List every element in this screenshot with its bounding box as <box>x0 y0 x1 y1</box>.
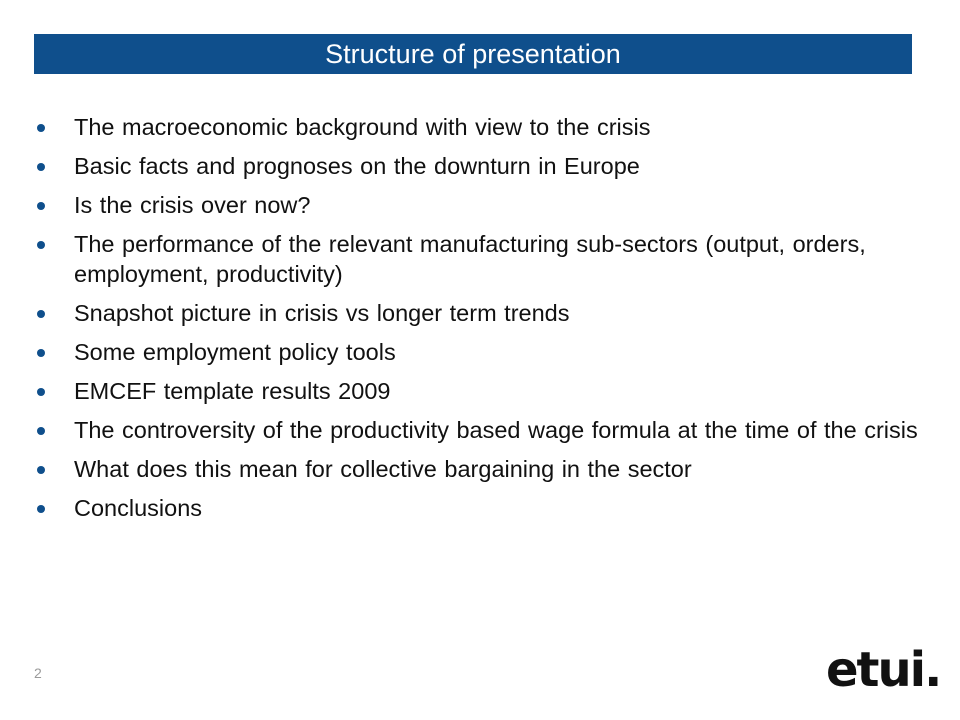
bullet-item <box>34 190 924 220</box>
bullet-text: The performance of the relevant manufacturing sub-sectors (output, orders, employment, productivity) <box>74 231 866 287</box>
bullet-dot-icon <box>37 124 45 132</box>
bullet-dot-icon <box>37 466 45 474</box>
bullet-dot-icon <box>37 505 45 513</box>
bullet-item <box>34 229 924 289</box>
bullet-item <box>34 493 924 523</box>
slide-title: Structure of presentation <box>325 39 621 69</box>
title-bar <box>34 34 912 74</box>
bullet-item <box>34 376 924 406</box>
bullet-text: EMCEF template results 2009 <box>74 378 391 404</box>
bullet-dot-icon <box>37 310 45 318</box>
page-number: 2 <box>34 665 42 681</box>
bullet-dot-icon <box>37 388 45 396</box>
bullet-list <box>34 112 924 532</box>
bullet-text: What does this mean for collective bargaining in the sector <box>74 456 692 482</box>
bullet-text: The macroeconomic background with view to the crisis <box>74 114 651 140</box>
bullet-item <box>34 298 924 328</box>
bullet-item <box>34 112 924 142</box>
bullet-text: Conclusions <box>74 495 203 521</box>
bullet-dot-icon <box>37 349 45 357</box>
bullet-text: Snapshot picture in crisis vs longer term trends <box>74 300 570 326</box>
bullet-text: The controversity of the productivity based wage formula at the time of the crisis <box>74 417 918 443</box>
bullet-item <box>34 151 924 181</box>
bullet-text: Is the crisis over now? <box>74 192 311 218</box>
bullet-dot-icon <box>37 163 45 171</box>
bullet-dot-icon <box>37 241 45 249</box>
bullet-dot-icon <box>37 427 45 435</box>
bullet-item <box>34 337 924 367</box>
bullet-item <box>34 454 924 484</box>
etui-logo: etui. <box>826 642 941 698</box>
bullet-text: Basic facts and prognoses on the downturn in Europe <box>74 153 640 179</box>
bullet-text: Some employment policy tools <box>74 339 396 365</box>
bullet-dot-icon <box>37 202 45 210</box>
bullet-item <box>34 415 924 445</box>
